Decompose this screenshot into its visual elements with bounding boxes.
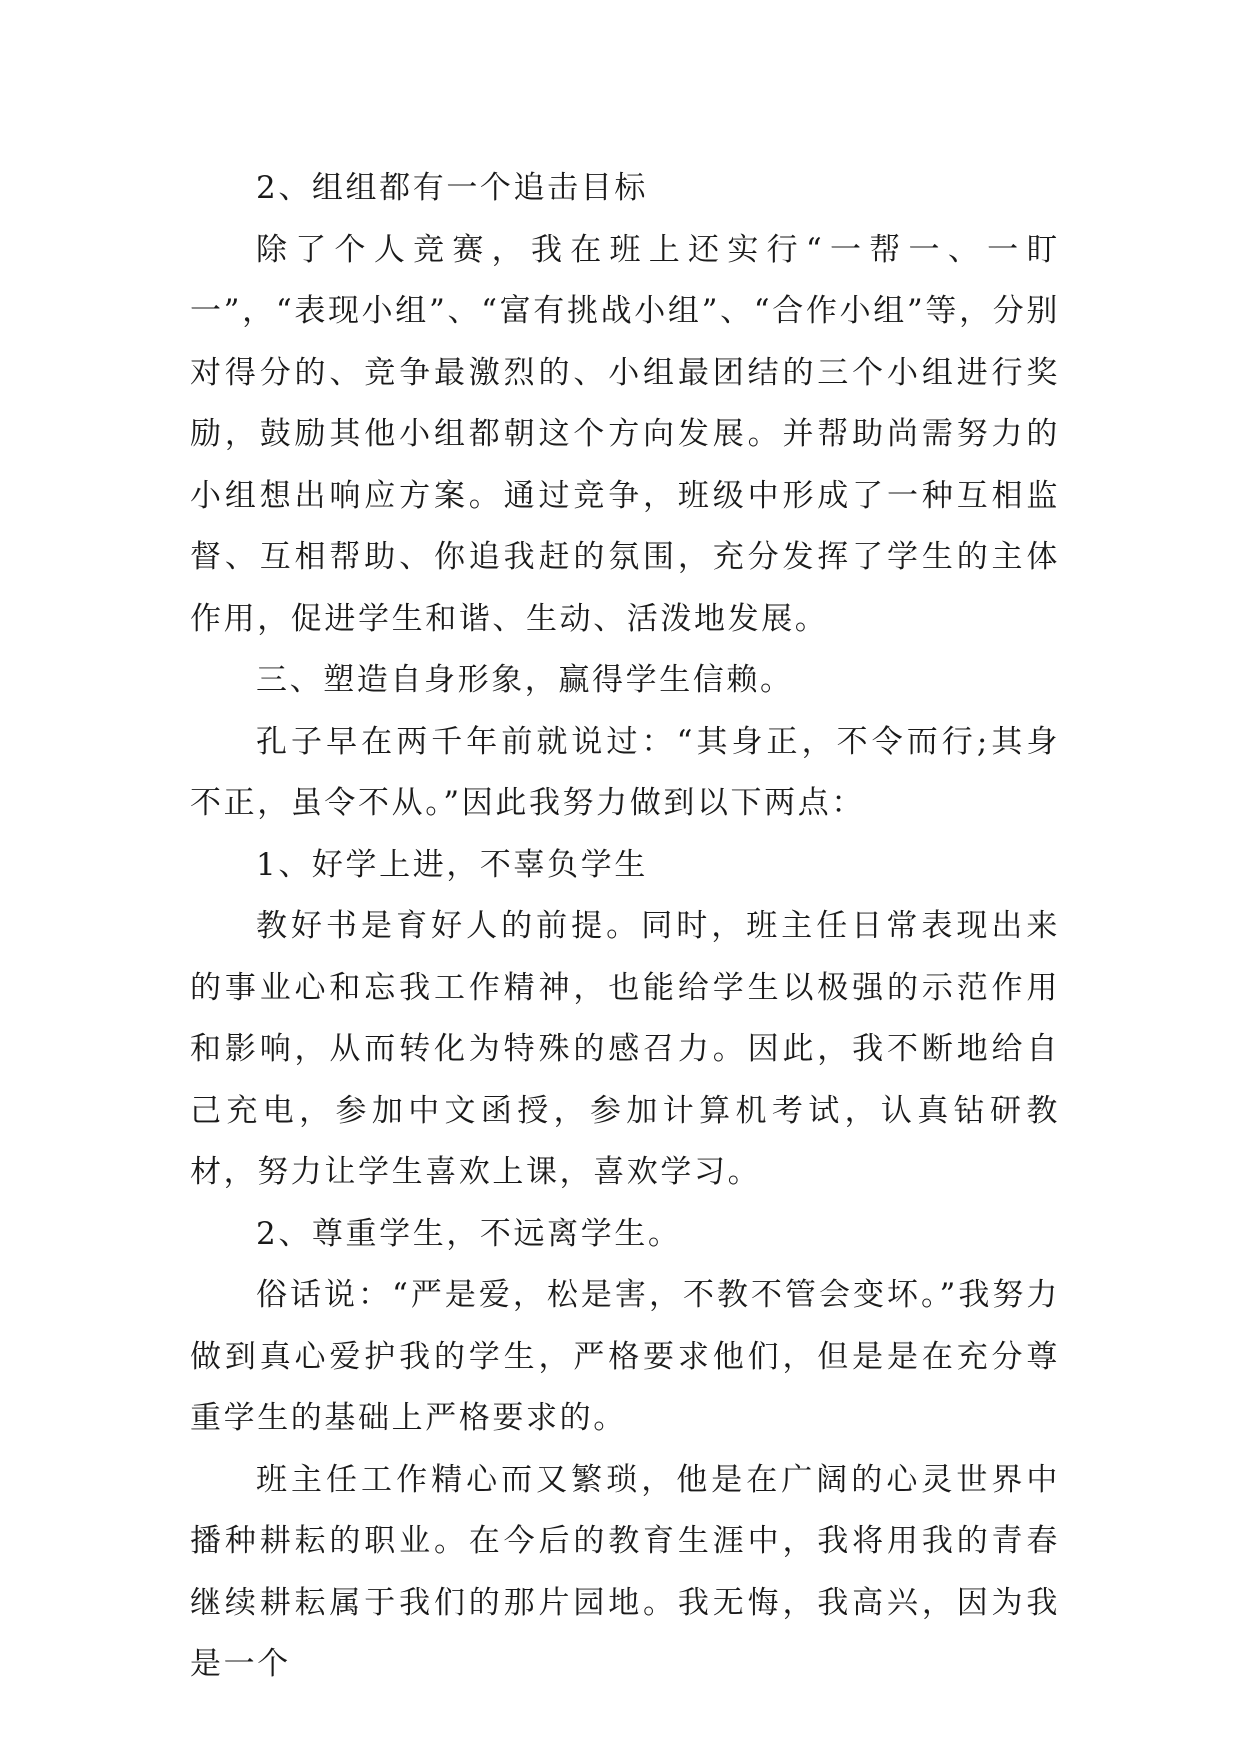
paragraph-strict-love: 俗话说：“严是爱，松是害，不教不管会变坏。”我努力做到真心爱护我的学生，严格要求他们，但是是在充分尊重学生的基础上严格要求的。 xyxy=(190,1277,1060,1436)
heading-self-image: 三、塑造自身形象，赢得学生信赖。 xyxy=(256,662,794,698)
heading-group-target: 2、组组都有一个追击目标 xyxy=(256,170,648,206)
paragraph-teaching-example: 教好书是育好人的前提。同时，班主任日常表现出来的事业心和忘我工作精神，也能给学生以极强的示范作用和影响，从而转化为特殊的感召力。因此，我不断地给自己充电，参加中文函授，参加计算机考试，认真钻研教材，努力让学生喜欢上课，喜欢学习。 xyxy=(190,908,1060,1190)
paragraph-conclusion: 班主任工作精心而又繁琐，他是在广阔的心灵世界中播种耕耘的职业。在今后的教育生涯中，我将用我的青春继续耕耘属于我们的那片园地。我无悔，我高兴，因为我是一个 xyxy=(190,1461,1060,1682)
document-body xyxy=(190,158,1060,1696)
heading-study-hard: 1、好学上进，不辜负学生 xyxy=(256,846,648,883)
paragraph-confucius-quote: 孔子早在两千年前就说过：“其身正，不令而行;其身不正，虽令不从。”因此我努力做到以下两点： xyxy=(190,723,1060,821)
paragraph-group-competition: 除了个人竞赛，我在班上还实行“一帮一、一盯一”，“表现小组”、“富有挑战小组”、“合作小组”等，分别对得分的、竞争最激烈的、小组最团结的三个小组进行奖励，鼓励其他小组都朝这个方向发展。并帮助尚需努力的小组想出响应方案。通过竞争，班级中形成了一种互相监督、互相帮助、你追我赶的氛围，充分发挥了学生的主体作用，促进学生和谐、生动、活泼地发展。 xyxy=(190,231,1060,637)
heading-respect-students: 2、尊重学生，不远离学生。 xyxy=(256,1215,682,1252)
